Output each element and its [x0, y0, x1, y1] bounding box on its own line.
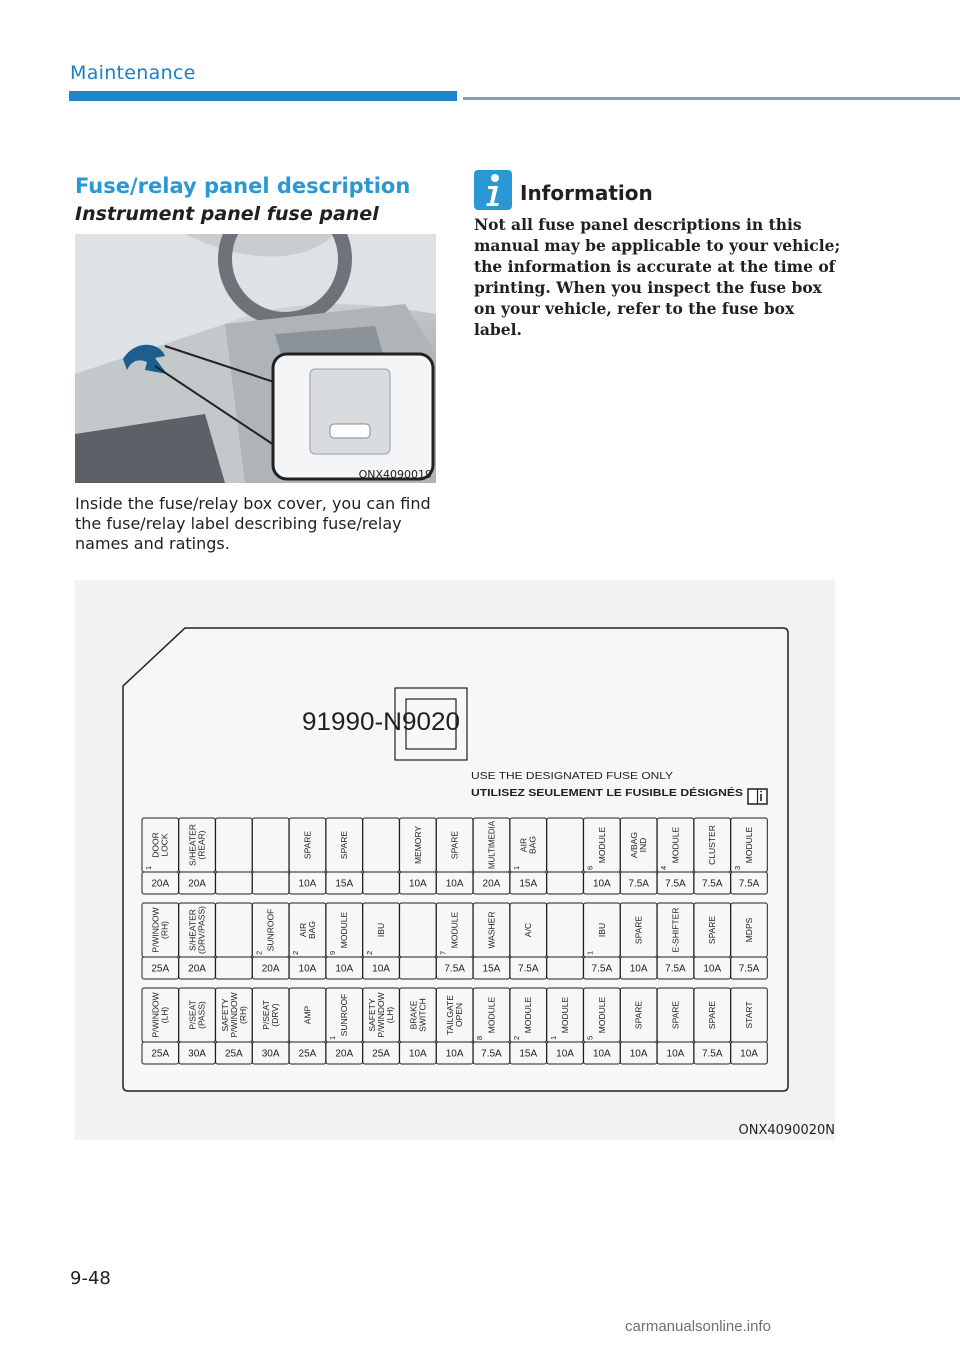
- fuse-number: 1: [585, 950, 595, 955]
- fuse-amp-cell: [547, 957, 584, 979]
- fuse-amp-cell: [547, 872, 584, 894]
- fuse-amp: 7.5A: [628, 878, 649, 890]
- fuse-name: MODULE: [560, 996, 571, 1034]
- fuse-name: SPARE: [707, 915, 718, 945]
- fuse-number: 5: [585, 1035, 595, 1040]
- fuse-name: (DRV/PASS): [196, 906, 207, 954]
- fuse-name-group: [261, 1000, 280, 1030]
- fuse-number: 1: [144, 865, 153, 870]
- fuse-name: MDPS: [744, 917, 755, 943]
- header-rule-blue: [69, 91, 457, 101]
- fuse-amp: 10A: [629, 963, 648, 975]
- fuse-amp: 10A: [592, 878, 611, 890]
- fuse-amp: 7.5A: [665, 878, 686, 890]
- fuse-name: P/SEAT: [261, 1000, 272, 1030]
- fuse-amp-cell: [363, 872, 400, 894]
- fuse-amp: 7.5A: [738, 963, 760, 975]
- fuse-amp: 10A: [298, 963, 317, 975]
- notice-en: USE THE DESIGNATED FUSE ONLY: [471, 771, 674, 782]
- fuse-name: A/BAG: [629, 832, 640, 858]
- fuse-name: OPEN: [454, 1002, 465, 1028]
- fuse-name: IBU: [596, 922, 607, 938]
- fuse-name: SPARE: [449, 830, 460, 860]
- fuse-name: WASHER: [486, 911, 497, 949]
- fuse-name: S/HEATER: [187, 824, 198, 866]
- fuse-name: P/SEAT: [187, 1000, 198, 1030]
- dashboard-photo: [75, 234, 436, 483]
- fuse-amp-cell: [252, 872, 289, 894]
- fuse-name: (PASS): [196, 1001, 207, 1029]
- fuse-amp: 10A: [298, 878, 317, 890]
- fuse-name: P/WINDOW: [376, 992, 387, 1038]
- section-header: Maintenance: [70, 62, 196, 84]
- fuse-name: (RH): [159, 921, 170, 939]
- fuse-name: (LH): [159, 1006, 170, 1024]
- fuse-name: MODULE: [596, 996, 607, 1034]
- fuse-name-group: [450, 831, 460, 860]
- fuse-name: AIR: [297, 922, 308, 938]
- fuse-name: (DRV): [270, 1003, 281, 1027]
- fuse-name: (REAR): [196, 830, 207, 860]
- fuse-name: MODULE: [449, 911, 460, 949]
- watermark: carmanualsonline.info: [625, 1318, 771, 1335]
- fuse-name: SPARE: [302, 830, 313, 860]
- fuse-amp: 7.5A: [591, 963, 613, 975]
- fuse-name-group: [744, 917, 754, 942]
- fuse-number: 2: [364, 950, 374, 955]
- section-subtitle: Instrument panel fuse panel: [75, 203, 379, 225]
- fuse-amp: 7.5A: [738, 878, 760, 890]
- fuse-name-cell: [216, 903, 253, 957]
- fuse-name: AIR: [518, 837, 529, 853]
- fuse-name: MODULE: [670, 826, 681, 864]
- fuse-label-diagram: [75, 580, 835, 1140]
- fuse-name: MEMORY: [412, 825, 423, 865]
- fuse-name-group: [744, 1001, 754, 1028]
- fuse-name: SAFETY: [219, 998, 230, 1032]
- fuse-name: IBU: [376, 922, 387, 938]
- fuse-number: 8: [475, 1035, 485, 1040]
- fuse-amp: 7.5A: [517, 963, 539, 975]
- fuse-amp-cell: [400, 957, 437, 979]
- fuse-name-cell: [547, 818, 584, 872]
- info-glyph: [474, 170, 512, 210]
- fuse-name-group: [707, 825, 717, 865]
- fuse-amp: 15A: [335, 878, 354, 890]
- fuse-name: P/WINDOW: [150, 907, 161, 953]
- fuse-name: SPARE: [633, 1000, 644, 1030]
- fuse-label-svg: [75, 580, 835, 1140]
- fuse-name: DOOR: [150, 832, 161, 858]
- fuse-name-group: [302, 1005, 312, 1024]
- fuse-name: BAG: [306, 921, 317, 939]
- fuse-name-cell: [252, 818, 289, 872]
- fuse-name: CLUSTER: [707, 825, 718, 865]
- fuse-amp: 20A: [188, 963, 206, 975]
- fuse-name-group: [707, 1001, 717, 1030]
- fuse-amp: 15A: [519, 1048, 538, 1060]
- fuse-amp: 20A: [261, 963, 280, 975]
- fuse-amp: 25A: [372, 1048, 390, 1060]
- fuse-name: SPARE: [670, 1000, 681, 1030]
- fuse-amp-cell: [216, 872, 253, 894]
- fuse-name: P/WINDOW: [228, 992, 239, 1038]
- fuse-amp: 20A: [482, 878, 501, 890]
- fuse-name: MODULE: [486, 996, 497, 1034]
- fuse-name-group: [302, 831, 312, 860]
- fuse-name-group: [413, 826, 423, 864]
- fuse-name: LOCK: [159, 833, 170, 857]
- page-number: 9-48: [70, 1268, 111, 1289]
- fuse-name: MODULE: [744, 826, 755, 864]
- fuse-amp: 10A: [556, 1048, 574, 1060]
- fuse-amp-cell: [216, 957, 253, 979]
- fuse-name-group: [486, 817, 497, 869]
- body-paragraph: Inside the fuse/relay box cover, you can find the fuse/relay label describing fuse/relay names and ratings.: [75, 494, 431, 553]
- photo-code: ONX4090019: [358, 468, 432, 481]
- fuse-name: START: [744, 1001, 755, 1029]
- fuse-name: E-SHIFTER: [670, 907, 681, 953]
- fuse-name-group: [707, 916, 717, 945]
- fuse-name: SPARE: [707, 1000, 718, 1030]
- dashboard-illustration: [75, 234, 436, 483]
- notice-fr: UTILISEZ SEULEMENT LE FUSIBLE DÉSIGNÉS: [471, 788, 696, 799]
- fuse-name-group: [670, 908, 680, 953]
- fuse-name: MODULE: [596, 826, 607, 864]
- fuse-amp: 20A: [335, 1048, 354, 1060]
- fuse-amp: 30A: [261, 1048, 280, 1060]
- fuse-number: 1: [328, 1035, 337, 1040]
- fuse-name-cell: [547, 903, 584, 957]
- fuse-number: 1: [512, 865, 521, 870]
- fuse-name-group: [188, 906, 207, 954]
- fuse-number: 2: [254, 950, 264, 955]
- diagram-code: ONX4090020N: [738, 1123, 835, 1138]
- fuse-name: IND: [638, 837, 649, 853]
- fuse-name: (RH): [237, 1006, 248, 1024]
- fuse-amp: 15A: [519, 878, 538, 890]
- fuse-amp: 10A: [629, 1048, 648, 1060]
- part-number: 91990-N9020: [302, 708, 460, 736]
- fuse-number: 4: [659, 865, 669, 870]
- fuse-name: MULTIMEDIA: [486, 817, 497, 869]
- fuse-amp: 10A: [592, 1048, 611, 1060]
- fuse-name: P/WINDOW: [150, 992, 161, 1038]
- fuse-amp: 10A: [372, 963, 390, 975]
- fuse-amp: 7.5A: [701, 1048, 723, 1060]
- fuse-name: MODULE: [339, 911, 350, 949]
- fuse-amp: 10A: [703, 963, 722, 975]
- fuse-amp: 25A: [151, 1048, 170, 1060]
- fuse-name-group: [339, 831, 349, 860]
- fuse-name: SPARE: [633, 915, 644, 945]
- fuse-amp: 7.5A: [444, 963, 465, 975]
- fuse-amp: 25A: [151, 963, 170, 975]
- fuse-grid: [142, 818, 767, 1064]
- fuse-name: AMP: [302, 1005, 313, 1025]
- fuse-amp: 10A: [408, 1048, 427, 1060]
- fuse-amp: 10A: [445, 1048, 464, 1060]
- fuse-number: 2: [512, 1035, 521, 1040]
- fuse-number: 2: [291, 950, 301, 955]
- fuse-amp: 7.5A: [701, 878, 723, 890]
- fuse-name-cell: [216, 818, 253, 872]
- fuse-name-group: [486, 912, 496, 949]
- fuse-amp: 10A: [666, 1048, 685, 1060]
- fuse-name: BRAKE: [408, 1000, 419, 1030]
- fuse-name-cell: [400, 903, 437, 957]
- fuse-number: 6: [585, 865, 595, 870]
- fuse-amp: 10A: [445, 878, 464, 890]
- info-title: Information: [520, 181, 653, 205]
- fuse-amp: 7.5A: [481, 1048, 502, 1060]
- fuse-name: SAFETY: [367, 998, 378, 1032]
- fuse-name-group: [634, 916, 644, 945]
- fuse-number: 7: [438, 950, 448, 955]
- fuse-amp: 20A: [151, 878, 170, 890]
- fuse-amp: 10A: [335, 963, 354, 975]
- fuse-name: SPARE: [339, 830, 350, 860]
- fuse-amp: 7.5A: [665, 963, 686, 975]
- section-title: Fuse/relay panel description: [75, 174, 411, 198]
- fuse-amp: 10A: [740, 1048, 758, 1060]
- header-rule-gray: [463, 97, 960, 100]
- fuse-number: 1: [548, 1035, 558, 1040]
- fuse-name: (LH): [385, 1006, 396, 1024]
- fuse-name-group: [670, 1001, 680, 1030]
- fuse-number: 9: [328, 950, 337, 955]
- fuse-name-group: [523, 923, 533, 937]
- manual-icon: [748, 789, 767, 804]
- fuse-name-group: [634, 1001, 644, 1030]
- fuse-name: SWITCH: [417, 998, 428, 1032]
- fuse-amp: 15A: [482, 963, 501, 975]
- fuse-amp: 10A: [408, 878, 427, 890]
- fuse-name: A/C: [523, 922, 534, 938]
- info-text: Not all fuse panel descriptions in this manual may be applicable to your vehicle; the information is accurate at the time of printing. When you inspect the fuse box on your vehicle, refer to the fuse box label.: [474, 215, 841, 339]
- fuse-name-group: [408, 998, 427, 1032]
- fuse-name: MODULE: [523, 996, 534, 1034]
- fuse-amp: 25A: [224, 1048, 243, 1060]
- fuse-amp: 25A: [298, 1048, 317, 1060]
- fuse-name: S/HEATER: [187, 909, 198, 951]
- fuse-number: 3: [732, 865, 742, 870]
- fuse-name: TAILGATE: [445, 995, 456, 1035]
- fuse-amp: 20A: [188, 878, 206, 890]
- fuse-name: BAG: [527, 836, 538, 854]
- info-icon: [474, 170, 512, 210]
- fuse-name-cell: [363, 818, 400, 872]
- fuse-name: SUNROOF: [339, 993, 350, 1037]
- fuse-name: SUNROOF: [265, 908, 276, 952]
- fuse-name-group: [188, 1000, 207, 1030]
- fuse-amp: 30A: [188, 1048, 206, 1060]
